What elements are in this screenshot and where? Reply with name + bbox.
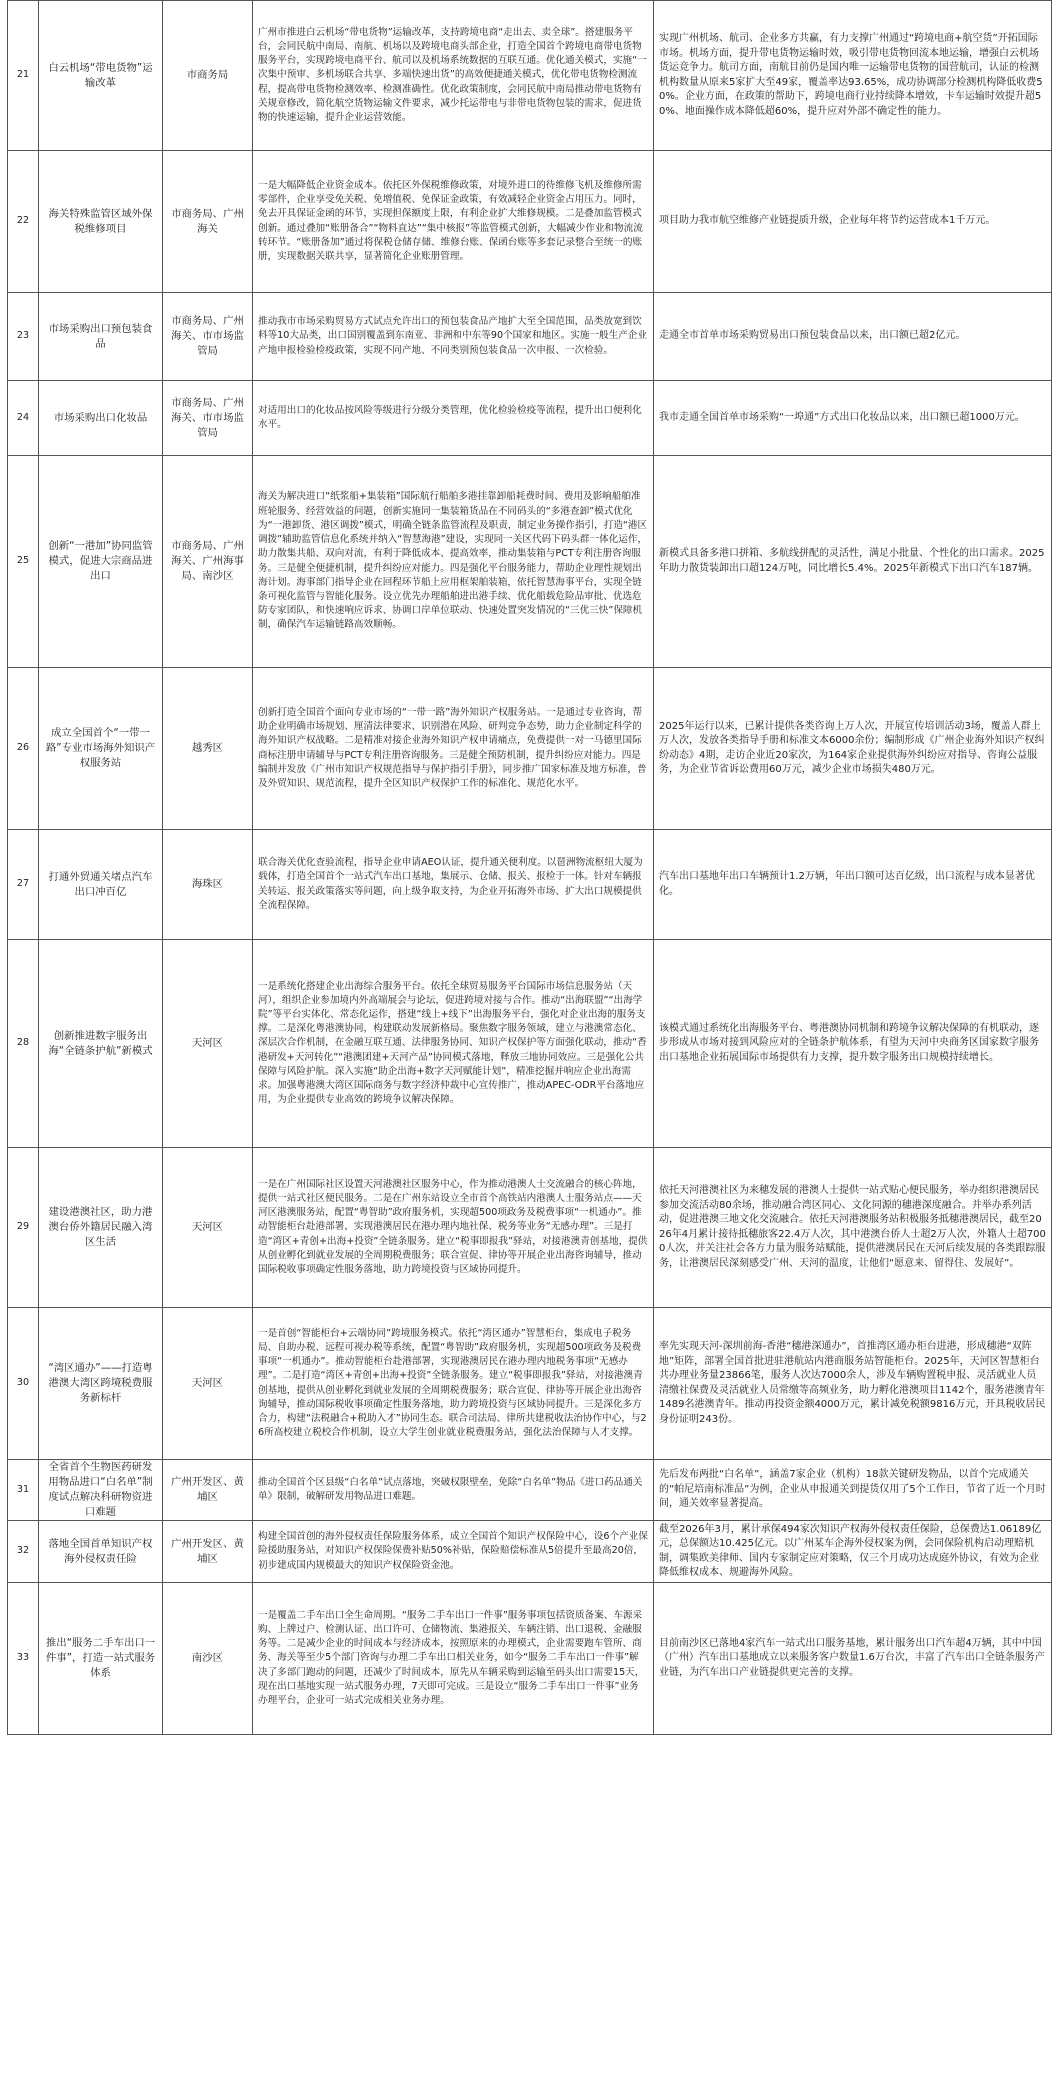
row-number: 21: [8, 1, 39, 151]
responsible-dept: 越秀区: [163, 668, 253, 830]
measure-text: 联合海关优化查验流程，指导企业申请AEO认证，提升通关便利度。以琶洲物流枢纽大厦为载体，打造全国首个一站式汽车出口基地，集展示、仓储、报关、报检于一体。针对车辆报关转运、报关政策落实等问题，向上级争取支持，为企业开拓海外市场、扩大出口规模提供全流程保障。: [253, 830, 654, 940]
item-name: 创新推进数字服务出海“全链条护航”新模式: [39, 940, 163, 1148]
item-name: 成立全国首个“一带一路”专业市场海外知识产权服务站: [39, 668, 163, 830]
policy-table: [7, 0, 1052, 1735]
item-name: 创新“一港加”协同监管模式，促进大宗商品进出口: [39, 456, 163, 668]
item-name: 建设港澳社区，助力港澳台侨外籍居民融入湾区生活: [39, 1148, 163, 1308]
measure-text: 一是覆盖二手车出口全生命周期。“服务二手车出口一件事”服务事项包括资质备案、车源采购、上牌过户、检测认证、出口许可、仓储物流、集港报关、车辆注销、出口退税、金融服务等。二是减少企业的时间成本与经济成本，按照原来的办理模式，企业需要跑车管所、商务、海关等至少5个部门咨询与办理二手车出口相关业务，如今“服务二手车出口一件事”解决了多部门跑动的问题，还减少了时间成本，原先从车辆采购到运输至码头出口需要15天，现在出口基地实现一站式服务办理，7天即可完成。三是设立“服务二手车出口一件事”业务办理平台，企业可一站式完成相关业务办理。: [253, 1583, 654, 1735]
responsible-dept: 市商务局、广州海关、市市场监管局: [163, 381, 253, 456]
responsible-dept: 天河区: [163, 1308, 253, 1460]
responsible-dept: 天河区: [163, 1148, 253, 1308]
table-body: [8, 1, 1052, 1735]
row-number: 23: [8, 293, 39, 381]
table-row: [8, 1308, 1052, 1460]
responsible-dept: 广州开发区、黄埔区: [163, 1460, 253, 1521]
effect-text: 2025年运行以来，已累计提供各类咨询上万人次，开展宣传培训活动3场，覆盖人群上万人次，发放各类指导手册和标准文本6000余份；编制形成《广州企业海外知识产权纠纷动态》4期，走访企业近20家次，为164家企业提供海外纠纷应对指导、咨询公益服务，为企业节省诉讼费用60万元，减少企业市场损失480万元。: [654, 668, 1052, 830]
effect-text: 截至2026年3月，累计承保494家次知识产权海外侵权责任保险，总保费达1.06189亿元，总保额达10.425亿元。以广州某车企海外侵权案为例，会同保险机构启动理赔机制，调集欧美律师、国内专家制定应对策略，仅三个月成功达成庭外协议，有效为企业降低维权成本、规避海外风险。: [654, 1521, 1052, 1583]
item-name: “湾区通办”——打造粤港澳大湾区跨境税费服务新标杆: [39, 1308, 163, 1460]
measure-text: 海关为解决进口“纸浆船+集装箱”国际航行船舶多港挂靠卸船耗费时间、费用及影响船舶准班轮服务、经营效益的问题，创新实施同一集装箱货品在不同码头的“多港查卸”模式优化为“一港卸货、港区调拨”模式，明确全链条监管流程及职责，制定业务操作指引，打造“港区调拨”辅助监管信息化系统并纳入“智慧海港”建设，实现同一关区代码下码头群一体化运作，助力散集共船、双向对流，有利于降低成本、提高效率，推动集装箱与PCT专利注册咨询服务。三是健全便捷机制，提升纠纷应对能力。四是强化平台服务能力，帮助企业理性规划出海计划。海事部门指导企业在回程环节船上应用框架舶装箱，依托智慧海事平台，实现全链条可视化监管与智能化服务。设立优先办理船舶进出港手续、优化船载危险品审批、优选危防专家团队，和快速响应诉求、协调口岸单位联动、快速处置突发情况的“三优三快”保障机制，确保汽车运输链路高效顺畅。: [253, 456, 654, 668]
measure-text: 构建全国首创的海外侵权责任保险服务体系，成立全国首个知识产权保险中心，设6个产业保险援助服务站，对知识产权保险保费补贴50%补贴，保险赔偿标准从5倍提升至最高20倍，初步建成国内规模最大的知识产权保险资金池。: [253, 1521, 654, 1583]
item-name: 白云机场“带电货物”运输改革: [39, 1, 163, 151]
measure-text: 推动我市市场采购贸易方式试点允许出口的预包装食品产地扩大至全国范围，品类放宽到饮料等10大品类，出口国别覆盖到东南亚、非洲和中东等90个国家和地区。实施一般生产企业产地申报检验检疫政策，实现不同产地、不同类别预包装食品一次申报、一次检验。: [253, 293, 654, 381]
table-row: [8, 1460, 1052, 1521]
table-row: [8, 381, 1052, 456]
effect-text: 先后发布两批“白名单”，涵盖7家企业（机构）18款关键研发物品，以首个完成通关的“帕尼培南标准品”为例，企业从申报通关到提货仅用了5个工作日，节省了近一个月时间，通关效率显著提高。: [654, 1460, 1052, 1521]
effect-text: 汽车出口基地年出口车辆预计1.2万辆，年出口额可达百亿级，出口流程与成本显著优化。: [654, 830, 1052, 940]
table-row: [8, 1148, 1052, 1308]
responsible-dept: 广州开发区、黄埔区: [163, 1521, 253, 1583]
row-number: 33: [8, 1583, 39, 1735]
effect-text: 依托天河港澳社区为来穗发展的港澳人士提供一站式贴心便民服务，举办组织港澳居民参加交流活动80余场，推动融合湾区同心、文化同源的穗港深度融合。并举办系列活动，促进港澳三地文化交流融合。依托天河港澳服务站积极服务抵穗港澳居民，截至2026年4月累计接待抵穗旅客22.4万人次，其中港澳台侨人士超2万人次，外籍人士超7000人次，并关注社会各方力量为服务站赋能，提供港澳居民在天河后续发展的各类跟踪服务，让港澳居民深刻感受广州、天河的温度，让他们“愿意来、留得住、发展好”。: [654, 1148, 1052, 1308]
effect-text: 我市走通全国首单市场采购“一埠通”方式出口化妆品以来，出口额已超1000万元。: [654, 381, 1052, 456]
measure-text: 一是首创“智能柜台+云端协同”跨境服务模式。依托“湾区通办”智慧柜台，集成电子税务局、自助办税、远程可视办税等系统，配置“粤智助”政府服务机，实现超500项政务及税费事项“一机通办”。推动智能柜台赴港部署，实现港澳居民在港办理内地税务事项“无感办理”。二是打造“湾区+青创+出海+投资”全链条服务。建立“税事即报我”驿站，对接港澳青创基地，提供从创业孵化到就业发展的全周期税费服务；联合宣促、律协等开展企业出海咨询辅导，推动国际税收事项确定性服务落地，助力跨境投资与区域协同提升。三是深化多方合力，构建“法税融合+税助入才”协同生态。联合司法局、律所共建税收法治协作中心，与26所高校建立税校合作机制，设立大学生创业就业税费服务站，强化法治保障与人才支撑。: [253, 1308, 654, 1460]
responsible-dept: 市商务局: [163, 1, 253, 151]
row-number: 31: [8, 1460, 39, 1521]
item-name: 全省首个生物医药研发用物品进口“白名单”制度试点解决科研物资进口难题: [39, 1460, 163, 1521]
row-number: 24: [8, 381, 39, 456]
responsible-dept: 市商务局、广州海关、市市场监管局: [163, 293, 253, 381]
table-row: [8, 830, 1052, 940]
table-row: [8, 293, 1052, 381]
row-number: 25: [8, 456, 39, 668]
measure-text: 推动全国首个区县级“白名单”试点落地，突破权限壁垒，免除“白名单”物品《进口药品通关单》限制，破解研发用物品进口难题。: [253, 1460, 654, 1521]
row-number: 29: [8, 1148, 39, 1308]
effect-text: 目前南沙区已落地4家汽车一站式出口服务基地，累计服务出口汽车超4万辆，其中中国（广州）汽车出口基地成立以来服务客户数量1.6万台次，丰富了汽车出口全链条服务产业链，为汽车出口产业链提供更完善的支撑。: [654, 1583, 1052, 1735]
row-number: 26: [8, 668, 39, 830]
measure-text: 创新打造全国首个面向专业市场的“一带一路”海外知识产权服务站。一是通过专业咨询，帮助企业明确市场规划、厘清法律要求、识别潜在风险、研判竞争态势，助力企业制定科学的海外知识产权战略。二是精准对接企业海外知识产权申请痛点，免费提供一对一马德里国际商标注册申请辅导与PCT专利注册咨询服务。三是健全预防机制，提升纠纷应对能力。四是编制并发放《广州市知识产权规范指导与保护指引手册》，同步推广国家标准及地方标准，普及外贸知识、规范流程，提升全区知识产权保护工作的标准化、规范化水平。: [253, 668, 654, 830]
effect-text: 实现广州机场、航司、企业多方共赢，有力支撑广州通过“跨境电商+航空货”开拓国际市场。机场方面，提升带电货物运输时效，吸引带电货物回流本地运输，增强白云机场货运竞争力。航司方面，南航目前仍是国内唯一运输带电货物的国营航司，认证的检测机构数量从原来5家扩大至49家，覆盖率达93.65%，成功协调部分检测机构降低收费50%。企业方面，在政策的帮助下，跨境电商行业持续降本增效，卡车运输时效提升超50%、地面操作成本降低超60%，提升应对外部不确定性的能力。: [654, 1, 1052, 151]
item-name: 市场采购出口化妆品: [39, 381, 163, 456]
row-number: 32: [8, 1521, 39, 1583]
table-row: [8, 1583, 1052, 1735]
responsible-dept: 市商务局、广州海关、广州海事局、南沙区: [163, 456, 253, 668]
item-name: 推出“服务二手车出口一件事”，打造一站式服务体系: [39, 1583, 163, 1735]
item-name: 落地全国首单知识产权海外侵权责任险: [39, 1521, 163, 1583]
row-number: 27: [8, 830, 39, 940]
responsible-dept: 南沙区: [163, 1583, 253, 1735]
responsible-dept: 海珠区: [163, 830, 253, 940]
table-row: [8, 668, 1052, 830]
measure-text: 一是系统化搭建企业出海综合服务平台。依托全球贸易服务平台国际市场信息服务站（天河），组织企业参加境内外高端展会与论坛，促进跨境对接与合作。推动“出海联盟”“出海学院”等平台实体化、常态化运作，搭建“线上+线下”出海服务平台，强化对企业出海的服务支撑。二是深化粤港澳协同，构建联动发展新格局。聚焦数字服务领域，建立与港澳常态化、深层次合作机制，在金融互联互通、法律服务协同、知识产权保护等方面强化联动，推动“香港研发+天河转化”“港澳团建+天河产品”协同模式落地，释放三地协同效应。三是强化公共保障与风险护航。深入实施“助企出海+数字天河赋能计划”，精准挖掘并响应企业出海需求。加强粤港澳大湾区国际商务与数字经济仲裁中心宣传推广，推动APEC-ODR平台落地应用，为企业提供专业高效的跨境争议解决保障。: [253, 940, 654, 1148]
item-name: 打通外贸通关堵点汽车出口冲百亿: [39, 830, 163, 940]
effect-text: 项目助力我市航空维修产业链提质升级，企业每年将节约运营成本1千万元。: [654, 151, 1052, 293]
effect-text: 走通全市首单市场采购贸易出口预包装食品以来，出口额已超2亿元。: [654, 293, 1052, 381]
effect-text: 新模式具备多港口拼箱、多航线拼配的灵活性，满足小批量、个性化的出口需求。2025年助力散货装卸出口超124万吨，同比增长5.4%。2025年新模式下出口汽车187辆。: [654, 456, 1052, 668]
measure-text: 一是大幅降低企业资金成本。依托区外保税维修政策，对境外进口的待维修飞机及维修所需零部件，企业享受免关税、免增值税、免保证金政策，有效减轻企业资金占用压力。同时，免去开具保证金函的环节，实现担保额度上限，有利企业扩大维修规模。二是叠加监管模式创新。通过叠加“账册备合”“物料直达”“集中核报”等监管模式创新，大幅减少作业和物流流转环节。“账册备加”通过将保税仓储存储、维修台账、保函台账等多套记录整合至统一的账册，实现数据关联共享，显著简化企业账册管理。: [253, 151, 654, 293]
table-row: [8, 151, 1052, 293]
table-row: [8, 1521, 1052, 1583]
measure-text: 一是在广州国际社区设置天河港澳社区服务中心，作为推动港澳人士交流融合的核心阵地，提供一站式社区便民服务。二是在广州东站设立全市首个高铁站内港澳人士服务站点——天河区港澳服务站，配置“粤智助”政府服务机，实现超500项政务及税费事项“一机通办”。推动智能柜台赴港部署，实现港澳居民在港办理内地社保、税务等业务“无感办理”。三是打造“湾区+青创+出海+投资”全链条服务。建立“税事即报我”驿站，对接港澳青创基地，提供从创业孵化到就业发展的全周期税费服务；联合宣促、律协等开展企业出海咨询辅导，推动国际税收事项确定性服务落地，助力跨境投资与区域协同提升。: [253, 1148, 654, 1308]
measure-text: 对适用出口的化妆品按风险等级进行分级分类管理，优化检验检疫等流程，提升出口便利化水平。: [253, 381, 654, 456]
measure-text: 广州市推进白云机场“带电货物”运输改革，支持跨境电商“走出去、卖全球”。搭建服务平台，会同民航中南局、南航、机场以及跨境电商头部企业，打造全国首个跨境电商带电货物服务平台，实现跨境电商平台、航司以及机场系统数据的互联互通。优化通关模式，实施“一次集中预审、多机场联合共享、多端快速出货”的高效便捷通关模式，优化带电货物检测流程，提高带电货物检测效率、检测准确性。优化政策制度，会同民航中南局推动带电货物有关规章修改，简化航空货物运输文件要求，减少托运带电与非带电货物包装的需求，促进货物的快速运输，提升企业运营效能。: [253, 1, 654, 151]
effect-text: 该模式通过系统化出海服务平台、粤港澳协同机制和跨境争议解决保障的有机联动，逐步形成从市场对接到风险应对的全链条护航体系，有望为天河中央商务区国家数字服务出口基地企业拓展国际市场提供有力支撑，提升数字服务出口规模持续增长。: [654, 940, 1052, 1148]
row-number: 30: [8, 1308, 39, 1460]
table-row: [8, 940, 1052, 1148]
item-name: 海关特殊监管区域外保税维修项目: [39, 151, 163, 293]
responsible-dept: 市商务局、广州海关: [163, 151, 253, 293]
row-number: 22: [8, 151, 39, 293]
effect-text: 率先实现天河-深圳前海-香港“穗港深通办”，首推湾区通办柜台进港，形成穗港“双阵地”矩阵，部署全国首批进驻港航站内港商服务站智能柜台。2025年，天河区智慧柜台共办理业务量23866笔，服务人次达7000余人，涉及车辆购置税申报、灵活就业人员清缴社保费及灵活就业人员常缴等高频业务，助力孵化港澳项目1142个，服务港澳青年1489名港澳青年。推动再投资金额4000万元，累计减免税额9816万元，开具税收居民身份证明243份。: [654, 1308, 1052, 1460]
item-name: 市场采购出口预包装食品: [39, 293, 163, 381]
table-row: [8, 456, 1052, 668]
row-number: 28: [8, 940, 39, 1148]
responsible-dept: 天河区: [163, 940, 253, 1148]
table-row: [8, 1, 1052, 151]
